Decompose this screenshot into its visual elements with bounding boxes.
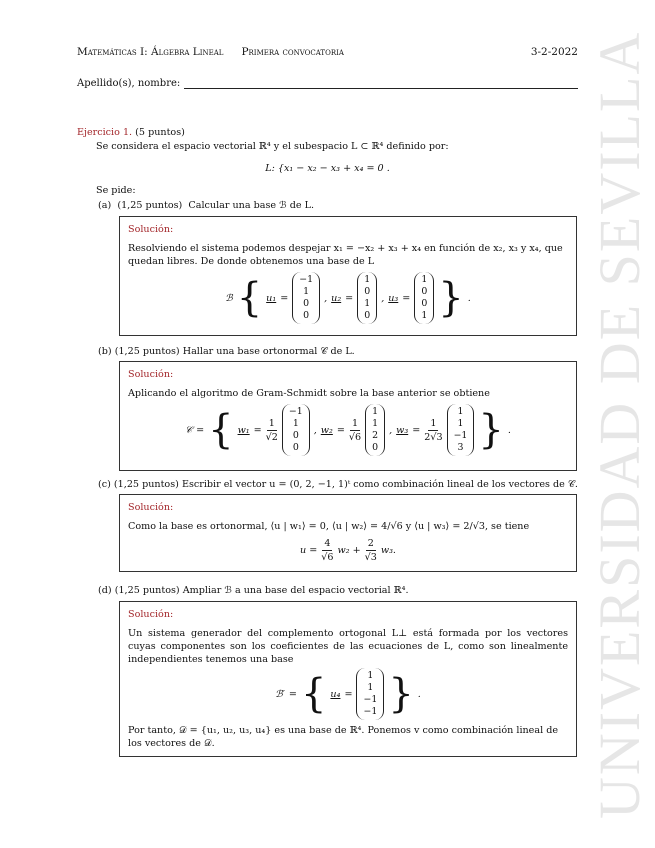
matrix-u1: −1 1 0 0 — [292, 272, 320, 324]
name-label: Apellido(s), nombre: — [77, 78, 181, 89]
exercise-points: (5 puntos) — [135, 127, 185, 138]
subspace-definition: L: {x₁ − x₂ − x₃ + x₄ = 0 . — [265, 163, 390, 174]
part-d-heading: (d) (1,25 puntos) Ampliar ℬ a una base del espacio vectorial ℝ⁴. — [98, 585, 409, 596]
part-a-heading: (a) (1,25 puntos) Calcular una base ℬ de L. — [98, 200, 315, 211]
exercise-heading — [77, 126, 185, 139]
solution-closing: Por tanto, 𝒟 = {u₁, u₂, u₃, u₄} es una base de ℝ⁴. Ponemos v como combinación lineal de los vectores de 𝒟. — [128, 725, 559, 749]
se-pide: Se pide: — [96, 185, 136, 196]
solution-box-a — [119, 216, 577, 336]
matrix-u3: 1 0 0 1 — [414, 272, 434, 324]
part-c-heading: (c) (1,25 puntos) Escribir el vector u = (0, 2, −1, 1)ᵗ como combinación lineal de los vectores de 𝒞. — [98, 479, 578, 490]
basis-b-prime-equation: ℬ′ = { u₄ = 1 1 −1 −1 } . — [128, 668, 568, 720]
solution-text: Resolviendo el sistema podemos despejar x₁ = −x₂ + x₃ + x₄ en función de x₂, x₃ y x₄, que quedan libres. De donde obtenemos una base de L — [128, 243, 563, 267]
exam-call: Primera convocatoria — [241, 46, 344, 58]
name-row — [77, 78, 578, 89]
solution-label: Solución: — [128, 224, 174, 235]
matrix-u2: 1 0 1 0 — [357, 272, 377, 324]
basis-b-equation: ℬ { u₁ = −1 1 0 0 , u₂ = 1 0 1 0 , u₃ = 1 0 0 1 } . — [128, 272, 568, 324]
matrix-w3: 1 1 −1 3 — [447, 404, 475, 456]
solution-box-d: Solución: Un sistema generador del complemento ortogonal L⊥ está formada por los vectores cuyas componentes son los coeficientes de las ecuaciones de L, como son linealmente independientes tenemos una base ℬ′ = { u₄ = 1 1 −1 −1 } . Por tanto, 𝒟 = {u₁, u₂, u₃, u₄} es una base de ℝ⁴. Ponemos v como combinación lineal de los vectores de 𝒟. — [119, 601, 577, 757]
exercise-statement: Se considera el espacio vectorial ℝ⁴ y el subespacio L ⊂ ℝ⁴ definido por: — [96, 141, 449, 152]
exercise-title: Ejercicio 1. — [77, 127, 133, 138]
basis-c-equation: 𝒞 = { w₁ = $\frac{1}{√2}$ −1 1 0 0 , w₂ = $\frac{1}{√6}$ 1 1 2 0 , w₃ = $\frac{1}{2√3}$ 1 1 −1 3 } . — [128, 404, 568, 456]
linear-combination-equation: u = $\frac{4}{√6}$ w₂ + $\frac{2}{√3}$ w₃. — [300, 538, 396, 563]
page-header — [77, 46, 578, 58]
matrix-w1: −1 1 0 0 — [282, 404, 310, 456]
matrix-u4: 1 1 −1 −1 — [356, 668, 384, 720]
matrix-w2: 1 1 2 0 — [365, 404, 385, 456]
part-b-heading: (b) (1,25 puntos) Hallar una base ortonormal 𝒞 de L. — [98, 346, 355, 357]
solution-box-c: Solución: Como la base es ortonormal, ⟨u | w₁⟩ = 0, ⟨u | w₂⟩ = 4/√6 y ⟨u | w₃⟩ = 2/√3, se tiene u = $\frac{4}{√6}$ w₂ + $\frac{2}{√3}$ w₃. — [119, 494, 577, 572]
course-title: Matemáticas I: Álgebra Lineal — [77, 46, 224, 58]
name-line — [184, 78, 578, 89]
university-watermark: UNIVERSIDAD DE SEVILLA — [587, 30, 652, 820]
solution-box-b: Solución: Aplicando el algoritmo de Gram-Schmidt sobre la base anterior se obtiene 𝒞 = { w₁ = $\frac{1}{√2}$ −1 1 0 0 , w₂ = $\frac{1}{√6}$ 1 1 2 0 , w₃ = $\frac{1}{2√3}$ 1 1 −1 3 } . — [119, 361, 577, 471]
exam-date: 3-2-2022 — [530, 46, 578, 58]
